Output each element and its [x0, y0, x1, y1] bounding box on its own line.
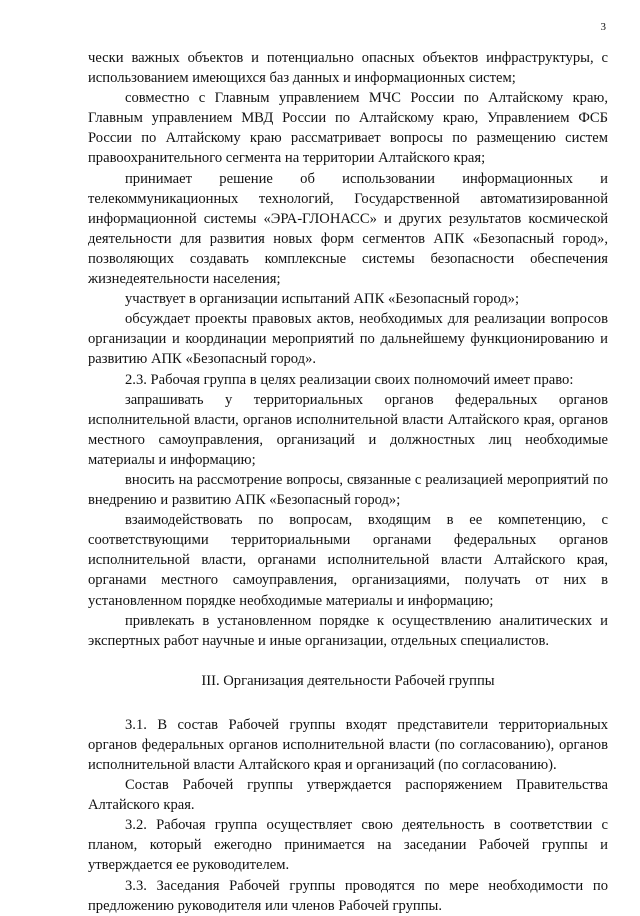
paragraph: запрашивать у территориальных органов федеральных органов исполнительной власти, органов исполнительной власти Алтайского края, органов местного самоуправления, организаций и должностных лиц необходимые материалы и информацию;: [88, 391, 608, 468]
paragraph: принимает решение об использовании информационных и телекоммуникационных технологий, Государственной автоматизированной информационной системы «ЭРА-ГЛОНАСС» и других результатов космической деятельности для развития новых форм сегментов АПК «Безопасный город», позволяющих создавать комплексные системы безопасности обеспечения жизнедеятельности населения;: [88, 170, 608, 288]
paragraph: вносить на рассмотрение вопросы, связанные с реализацией мероприятий по внедрению и развитию АПК «Безопасный город»;: [88, 471, 608, 509]
paragraph: 3.2. Рабочая группа осуществляет свою деятельность в соответствии с планом, который ежегодно принимается на заседании Рабочей группы и утверждается ее руководителем.: [88, 817, 608, 874]
paragraph: привлекать в установленном порядке к осуществлению аналитических и экспертных работ научные и иные организации, отдельных специалистов.: [88, 612, 608, 649]
paragraph: участвует в организации испытаний АПК «Безопасный город»;: [125, 291, 519, 308]
page-number: 3: [600, 21, 606, 33]
paragraph: чески важных объектов и потенциально опасных объектов инфраструктуры, с использованием имеющихся баз данных и информационных систем;: [88, 50, 608, 87]
section-heading: III. Организация деятельности Рабочей группы: [201, 672, 495, 689]
paragraph: 2.3. Рабочая группа в целях реализации своих полномочий имеет право:: [125, 371, 574, 388]
paragraph: взаимодействовать по вопросам, входящим в ее компетенцию, с соответствующими территориальными органами федеральных органов исполнительной власти, органами исполнительной власти Алтайского края, органами местного самоуправления, организациями, получать от них в установленном порядке необходимые материалы и информацию;: [88, 512, 608, 609]
paragraph: 3.1. В состав Рабочей группы входят представители территориальных органов федеральных органов исполнительной власти (по согласованию), органов исполнительной власти Алтайского края и организаций (по согласованию).: [88, 716, 608, 773]
paragraph: совместно с Главным управлением МЧС России по Алтайскому краю, Главным управлением МВД России по Алтайскому краю, Управлением ФСБ России по Алтайскому краю рассматривает вопросы по размещению систем правоохранительного сегмента на территории Алтайского края;: [88, 90, 608, 167]
paragraph: обсуждает проекты правовых актов, необходимых для реализации вопросов организации и координации мероприятий по дальнейшему функционированию и развитию АПК «Безопасный город».: [88, 311, 608, 368]
paragraph: Состав Рабочей группы утверждается распоряжением Правительства Алтайского края.: [88, 777, 608, 814]
paragraph: 3.3. Заседания Рабочей группы проводятся по мере необходимости по предложению руководителя или членов Рабочей группы.: [88, 877, 608, 914]
document-body: [88, 48, 608, 916]
